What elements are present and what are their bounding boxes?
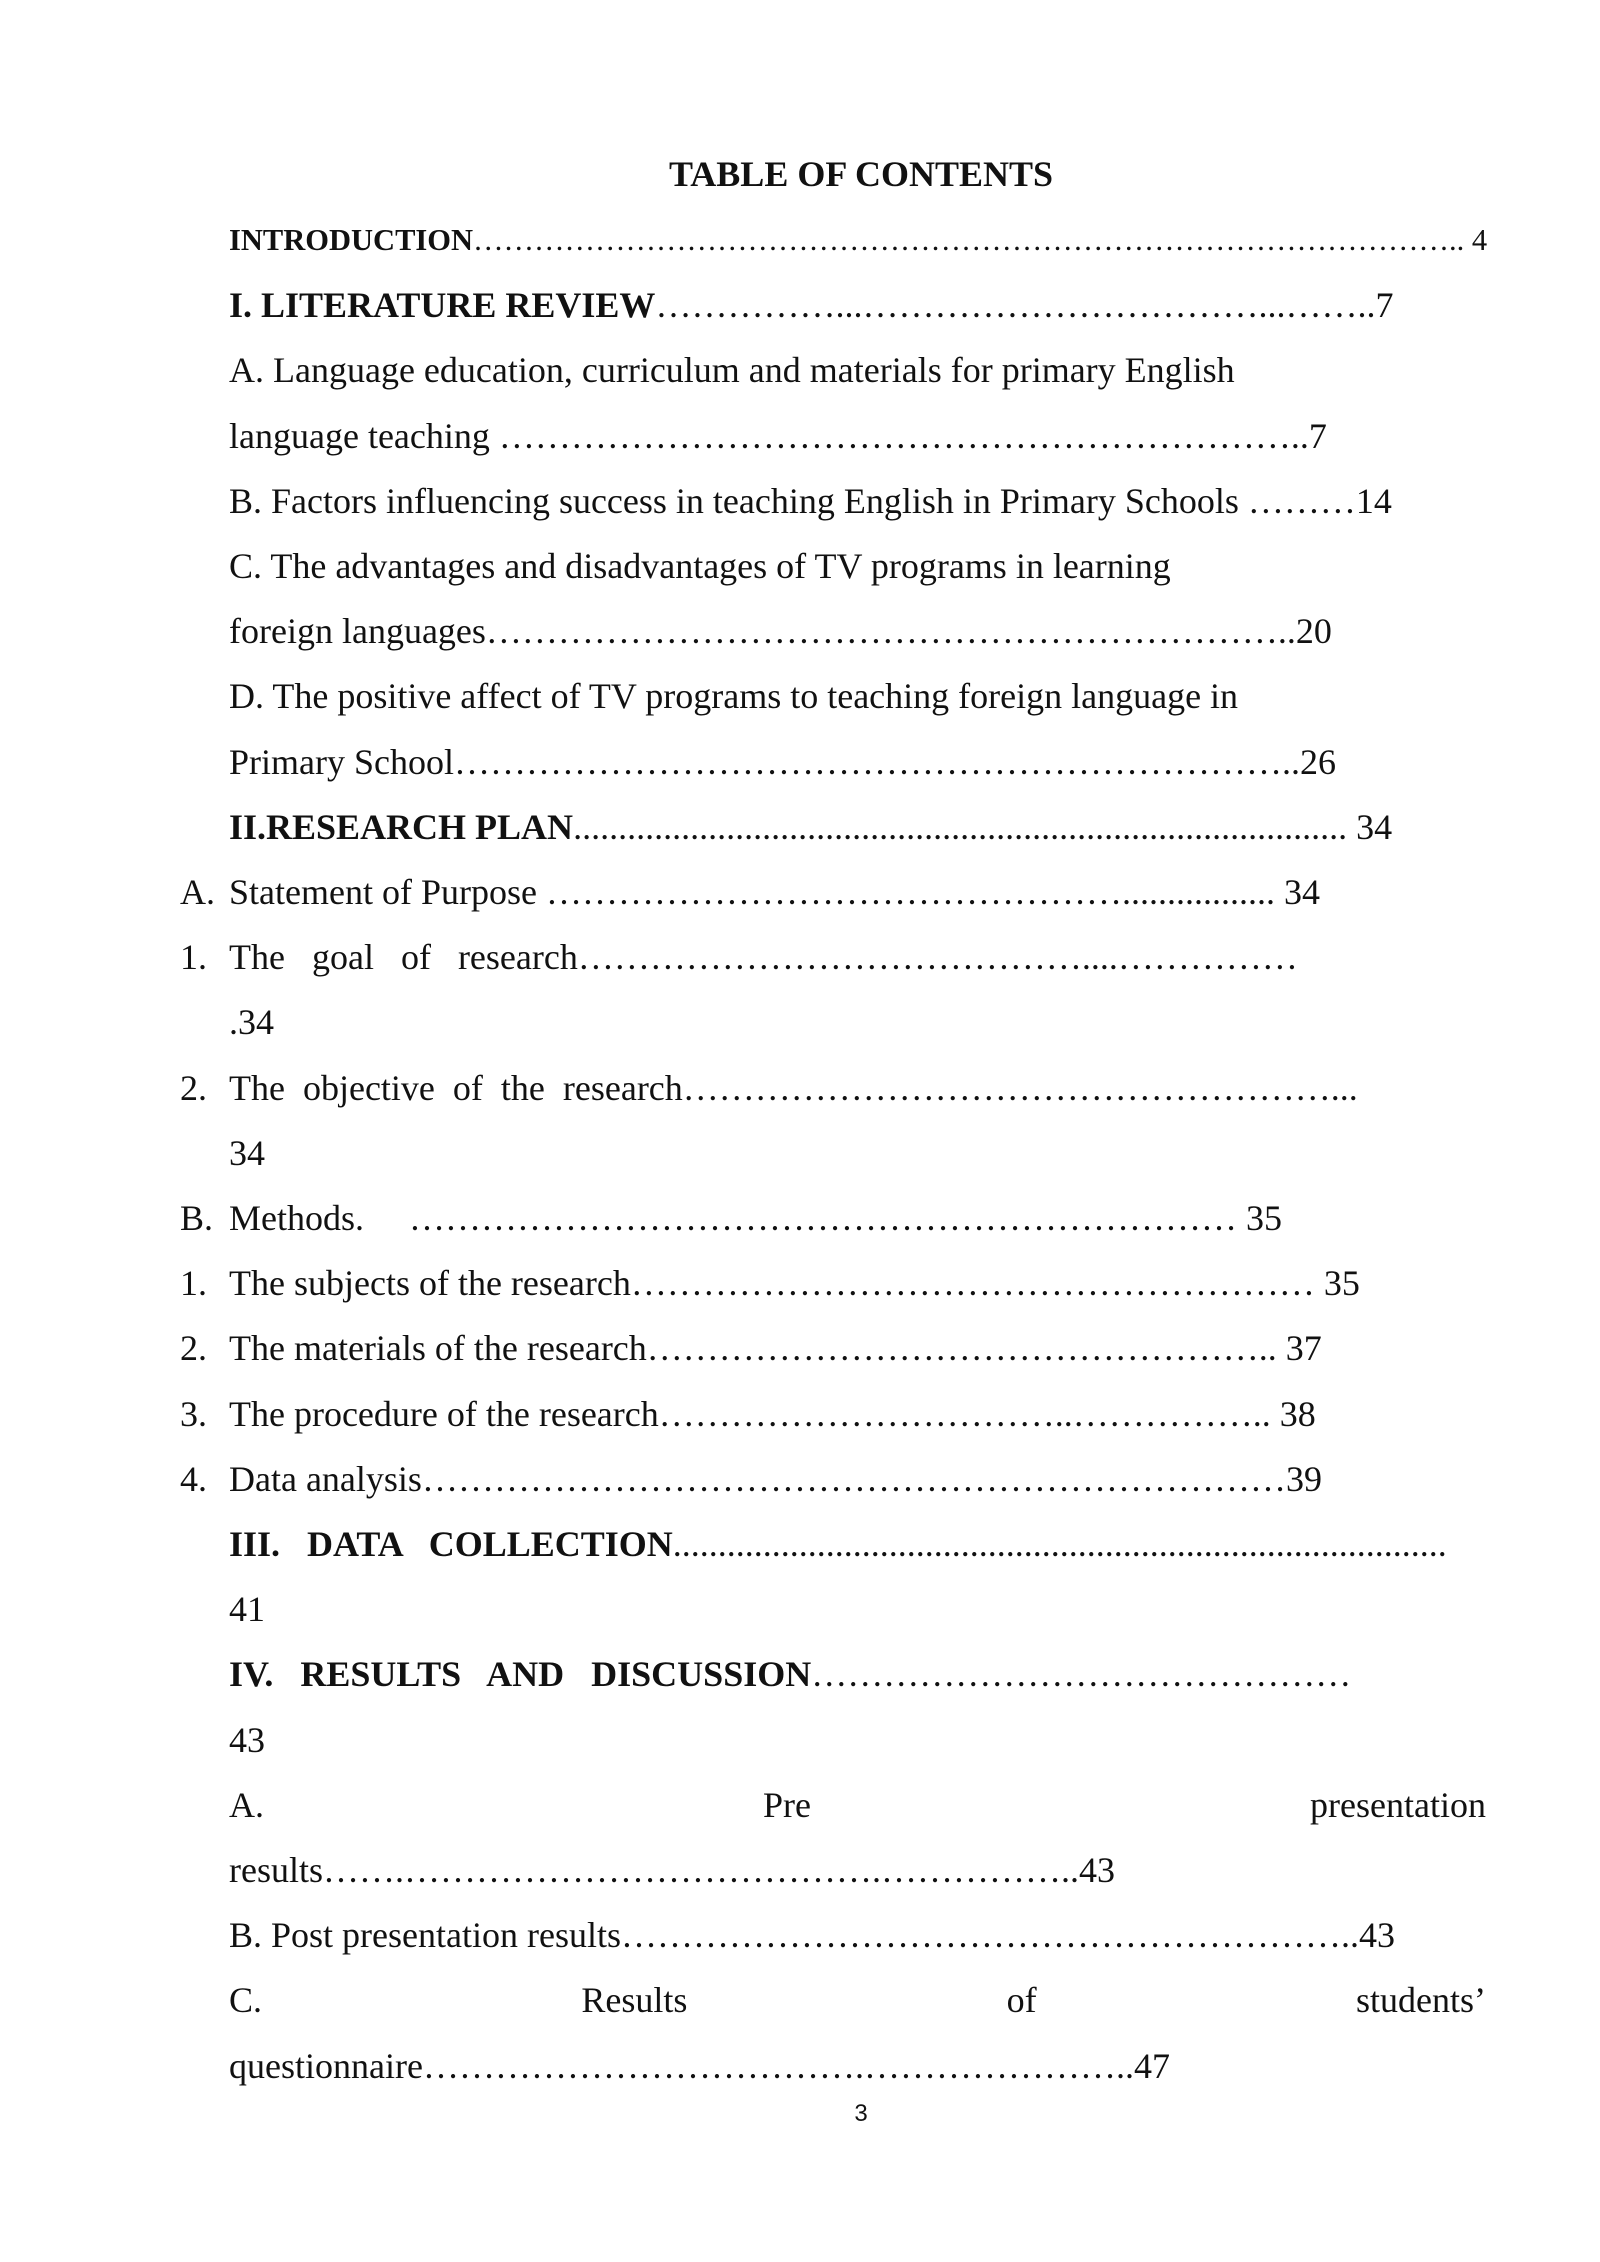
toc-entry-number: A.: [180, 872, 215, 912]
toc-entry-heading: II.RESEARCH PLAN: [229, 807, 574, 847]
toc-entry: [229, 1520, 1447, 1568]
toc-entry: [229, 2042, 1170, 2090]
toc-entry-text: ………………………………………: [811, 1654, 1352, 1694]
toc-entry: [229, 607, 1332, 655]
toc-entry-text: .34: [229, 1002, 274, 1042]
toc-entry: [229, 281, 1393, 329]
toc-entry-text: ……………...……………………………...……..7: [655, 285, 1394, 325]
toc-entry-text: Primary School……………………………………………………………..26: [229, 742, 1336, 782]
toc-entry-heading: INTRODUCTION: [229, 223, 474, 257]
toc-entry: [229, 1585, 265, 1633]
toc-entry-text: A. Language education, curriculum and materials for primary English: [229, 350, 1235, 390]
toc-entry: [229, 1129, 265, 1177]
toc-entry: [229, 1194, 1282, 1242]
toc-entry-text: 34: [229, 1133, 265, 1173]
toc-entry: [229, 477, 1392, 525]
toc-entry-text: language teaching …………………………………………………………..7: [229, 416, 1327, 456]
toc-entry-text: Data analysis………………………………………………………………39: [229, 1459, 1322, 1499]
toc-entry: [229, 216, 1487, 264]
toc-entry-text: ...................................................................................... 34: [573, 807, 1393, 847]
toc-entry: [229, 1781, 1486, 1829]
toc-entry-text: B. Post presentation results……………………………………………………..43: [229, 1915, 1395, 1955]
toc-entry: [229, 1650, 1351, 1698]
toc-entry-word: Results: [581, 1980, 688, 2020]
toc-entry: [229, 1976, 1486, 2024]
toc-entry-text: Statement of Purpose …………………………………………................. 34: [229, 872, 1320, 912]
toc-entry-number: 2.: [180, 1068, 207, 1108]
toc-entry: [229, 998, 274, 1046]
toc-entry: [229, 1064, 1358, 1112]
toc-entry: [229, 933, 1298, 981]
toc-entry-word: presentation: [1310, 1785, 1486, 1825]
toc-entry: [229, 542, 1171, 590]
toc-entry-word: C.: [229, 1980, 263, 2020]
toc-entry-text: The objective of the research………………………………………………...: [229, 1068, 1358, 1108]
toc-entry-word: A.: [229, 1785, 264, 1825]
toc-entry-number: 4.: [180, 1459, 207, 1499]
toc-entry: [229, 672, 1238, 720]
toc-entry-text: Methods. …………………………………………………………… 35: [229, 1198, 1282, 1238]
toc-entry-text: foreign languages…………………………………………………………..20: [229, 611, 1332, 651]
toc-entry: [229, 803, 1392, 851]
toc-entry: [229, 1846, 1115, 1894]
toc-entry: [229, 346, 1235, 394]
toc-entry: [229, 412, 1327, 460]
toc-entry-heading: I. LITERATURE REVIEW: [229, 285, 656, 325]
toc-entry-number: 2.: [180, 1328, 207, 1368]
toc-entry-text: …………………………………………………………………………………….. 4: [473, 223, 1488, 257]
toc-entry: [229, 1259, 1360, 1307]
toc-entry-text: C. The advantages and disadvantages of TV programs in learning: [229, 546, 1171, 586]
toc-entry-number: 3.: [180, 1394, 207, 1434]
toc-entry-text: results…….………………………………….……………..43: [229, 1850, 1115, 1890]
toc-entry-text: questionnaire……………………………….…………………..47: [229, 2046, 1170, 2086]
toc-entry: [229, 868, 1320, 916]
toc-entry: [229, 738, 1336, 786]
toc-entry-number: 1.: [180, 1263, 207, 1303]
toc-entry: [229, 1324, 1322, 1372]
toc-entry: [229, 1716, 265, 1764]
toc-entry-text: 41: [229, 1589, 265, 1629]
toc-entry-text: The goal of research……………………………………....……………: [229, 937, 1298, 977]
toc-entry-text: The procedure of the research……………………………..…………….. 38: [229, 1394, 1316, 1434]
toc-entry-text: D. The positive affect of TV programs to teaching foreign language in: [229, 676, 1239, 716]
toc-entry-number: 1.: [180, 937, 207, 977]
toc-entry-text: 43: [229, 1720, 265, 1760]
toc-entry-text: The materials of the research…………………………………………….. 37: [229, 1328, 1322, 1368]
toc-entry-word: students’: [1355, 1980, 1486, 2020]
toc-entry-text: ......................................................................................: [672, 1524, 1447, 1564]
toc-entry-heading: IV. RESULTS AND DISCUSSION: [229, 1654, 812, 1694]
toc-entry: [229, 1911, 1395, 1959]
page-title: TABLE OF CONTENTS: [668, 154, 1054, 194]
toc-entry-text: The subjects of the research………………………………………………… 35: [229, 1263, 1360, 1303]
toc-entry-text: B. Factors influencing success in teaching English in Primary Schools ………14: [229, 481, 1392, 521]
toc-entry-word: of: [1006, 1980, 1037, 2020]
page-number: 3: [854, 2100, 868, 2127]
toc-entry-word: Pre: [763, 1785, 812, 1825]
toc-entry-heading: III. DATA COLLECTION: [229, 1524, 673, 1564]
toc-entry: [229, 1455, 1322, 1503]
toc-entry-number: B.: [180, 1198, 214, 1238]
toc-entry: [229, 1390, 1316, 1438]
